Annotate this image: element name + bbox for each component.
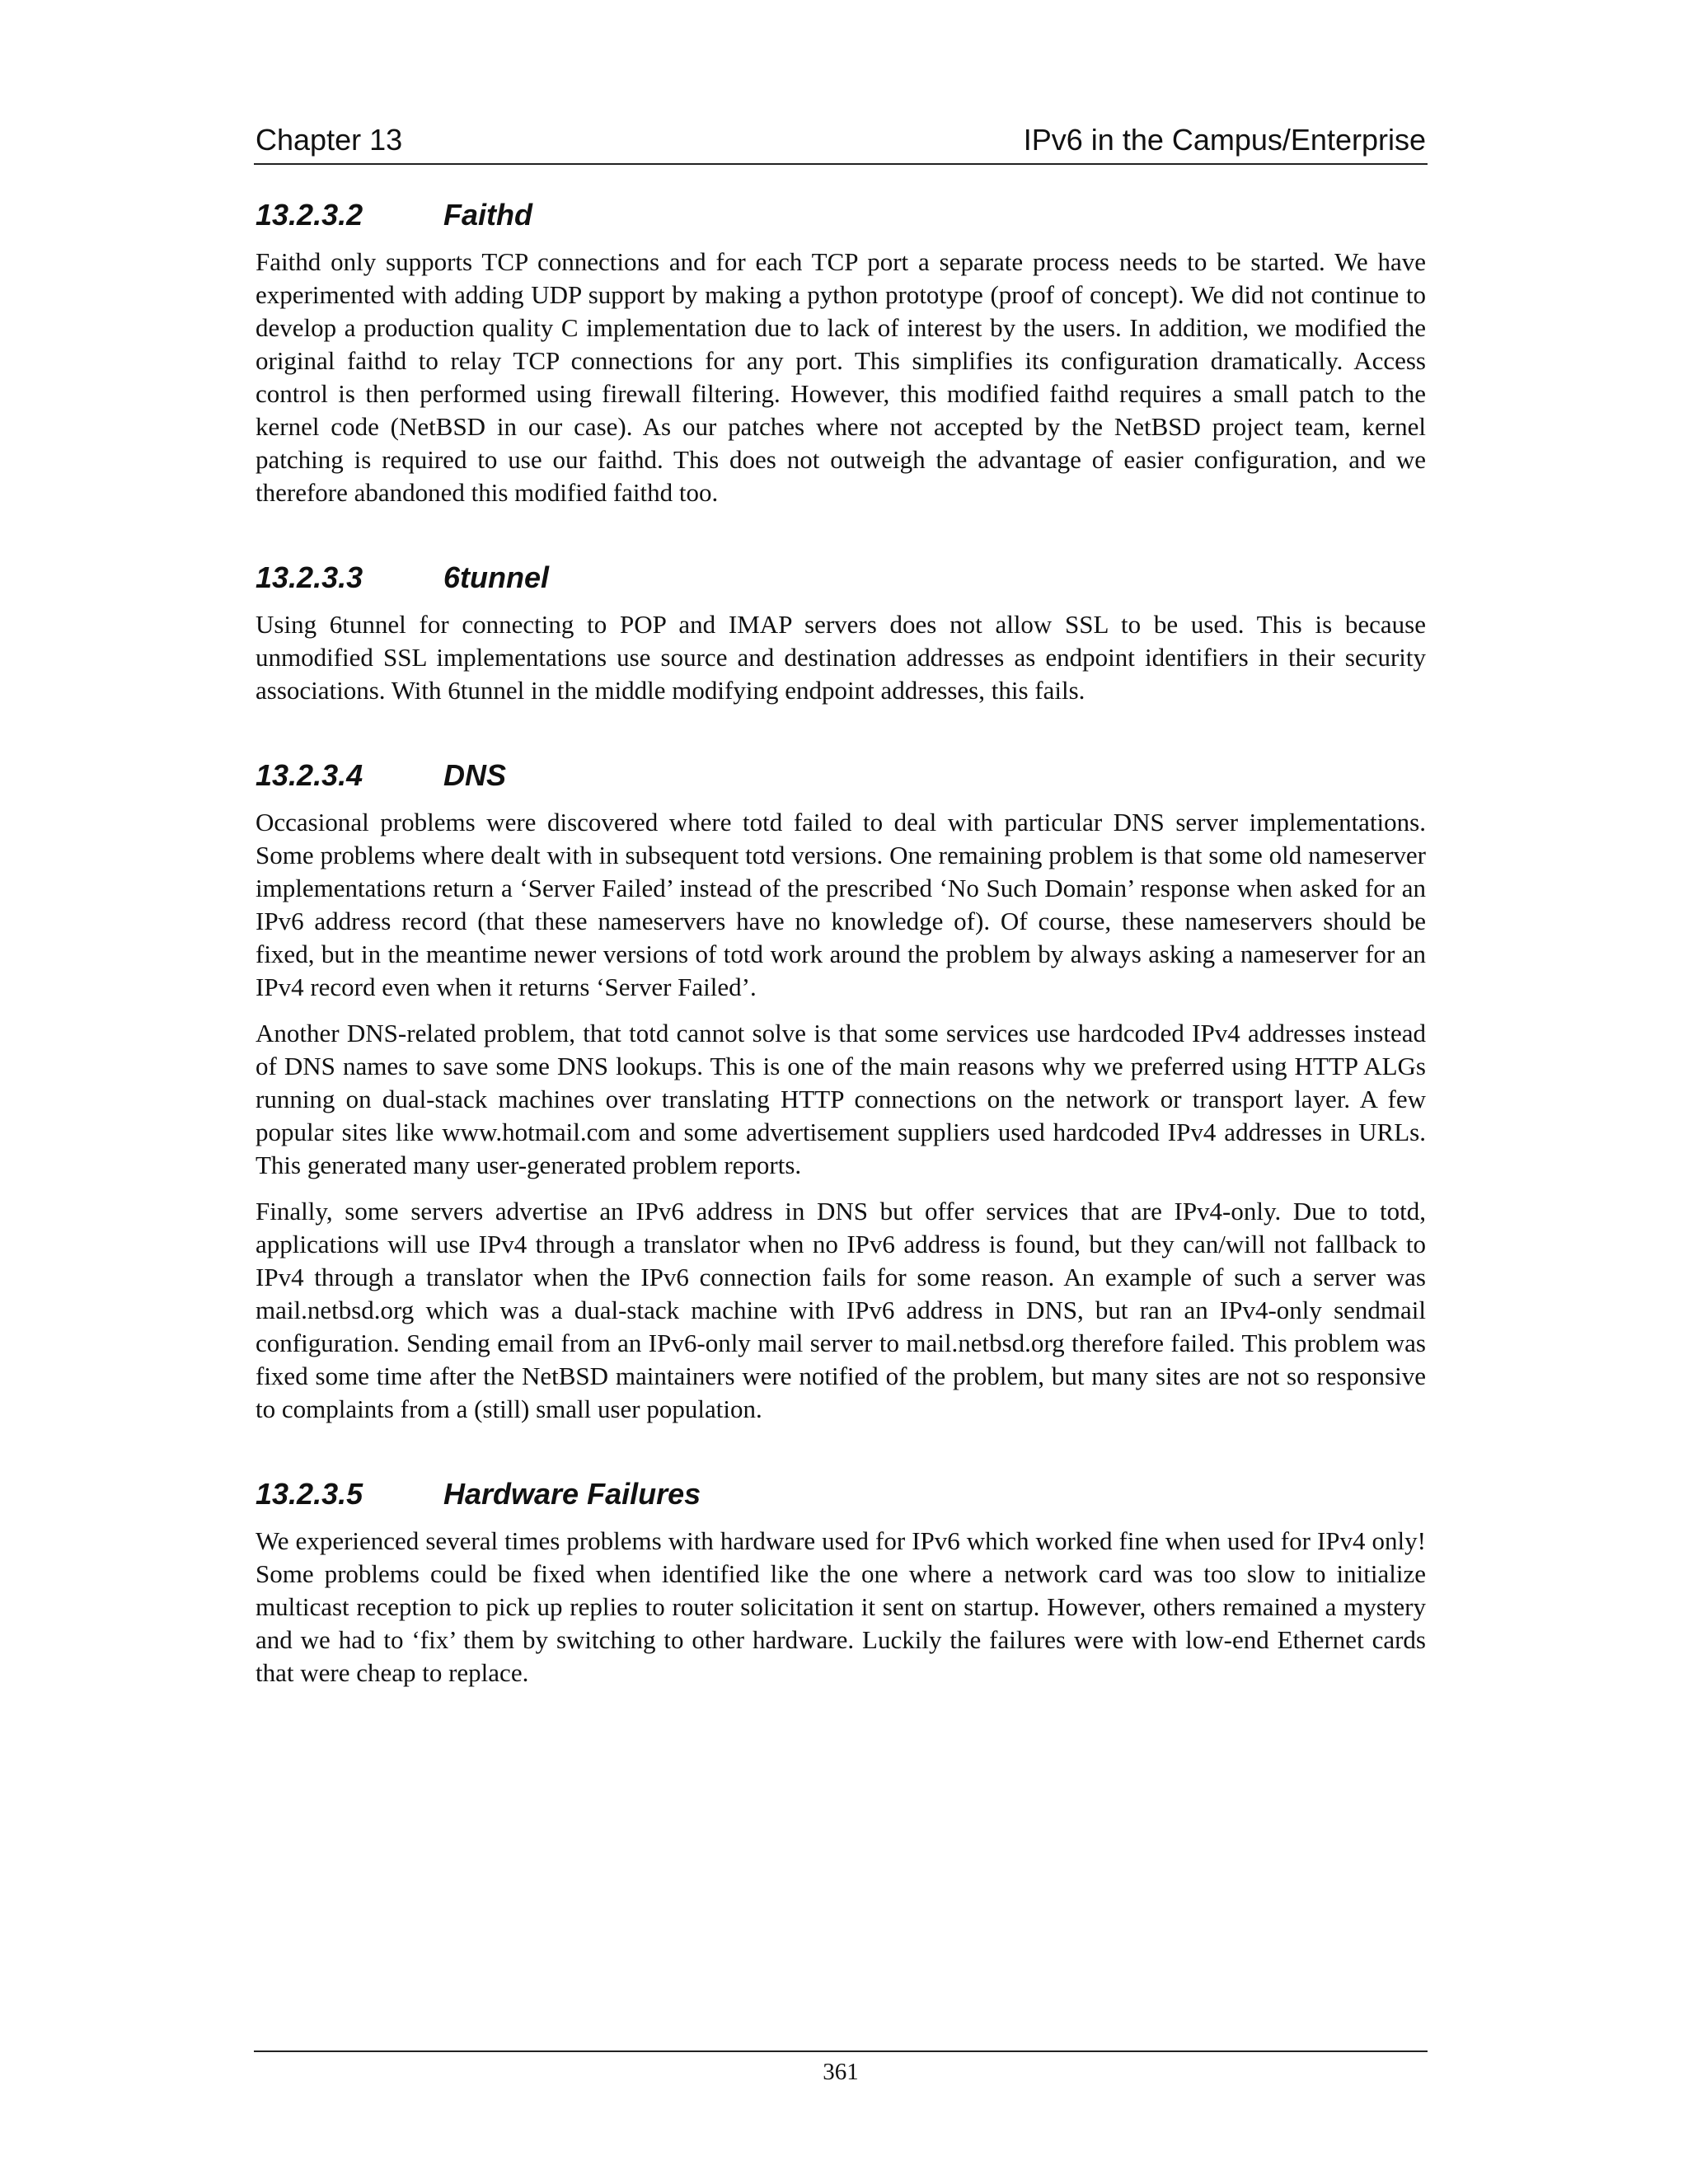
page-footer: [254, 2050, 1428, 2088]
section-number: 13.2.3.5: [256, 1477, 363, 1511]
section-number: 13.2.3.4: [256, 758, 363, 792]
chapter-title: IPv6 in the Campus/Enterprise: [1023, 123, 1426, 157]
section-title: Hardware Failures: [443, 1477, 701, 1511]
section-hardware-failures: [256, 1475, 1426, 1690]
paragraph: Another DNS-related problem, that totd cannot solve is that some services use hardcoded IPv4 addresses instead of DNS names to save some DNS lookups. This is one of the main reasons why we preferred using HTTP ALGs running on dual-stack machines over translating HTTP connections on the network or transport layer. A few popular sites like www.hotmail.com and some advertisement suppliers used hardcoded IPv4 addresses in URLs. This generated many user-generated problem reports.: [256, 1019, 1426, 1179]
section-number: 13.2.3.3: [256, 560, 363, 594]
section-heading: [256, 1475, 1426, 1513]
section-heading: [256, 196, 1426, 234]
section-title: 6tunnel: [443, 560, 550, 594]
paragraph: Using 6tunnel for connecting to POP and IMAP servers does not allow SSL to be used. This is because unmodified SSL implementations use source and destination addresses as endpoint identifiers in their security associations. With 6tunnel in the middle modifying endpoint addresses, this fails.: [256, 610, 1426, 705]
section-title: DNS: [443, 758, 507, 792]
paragraph: Faithd only supports TCP connections and for each TCP port a separate process needs to be started. We have experimented with adding UDP support by making a python prototype (proof of concept). We did not continue to develop a production quality C implementation due to lack of interest by the users. In addition, we modified the original faithd to relay TCP connections for any port. This simplifies its configuration dramatically. Access control is then performed using firewall filtering. However, this modified faithd requires a small patch to the kernel code (NetBSD in our case). As our patches where not accepted by the NetBSD project team, kernel patching is required to use our faithd. This does not outweigh the advantage of easier configuration, and we therefore abandoned this modified faithd too.: [256, 247, 1426, 507]
chapter-label: Chapter 13: [256, 123, 403, 157]
paragraph: Finally, some servers advertise an IPv6 address in DNS but offer services that are IPv4-only. Due to totd, applications will use IPv4 through a translator when no IPv6 address is found, but they can/will not fallback to IPv4 through a translator when the IPv6 connection fails for some reason. An example of such a server was mail.netbsd.org which was a dual-stack machine with IPv6 address in DNS, but ran an IPv4-only sendmail configuration. Sending email from an IPv6-only mail server to mail.netbsd.org therefore failed. This problem was fixed some time after the NetBSD maintainers were notified of the problem, but many sites are not so responsive to complaints from a (still) small user population.: [256, 1197, 1426, 1423]
section-6tunnel: [256, 559, 1426, 707]
section-heading: [256, 559, 1426, 597]
page-header: [254, 122, 1428, 165]
section-heading: [256, 757, 1426, 794]
section-faithd: [256, 196, 1426, 509]
section-title: Faithd: [443, 198, 532, 232]
paragraph: Occasional problems were discovered where totd failed to deal with particular DNS server implementations. Some problems where dealt with in subsequent totd versions. One remaining problem is that some old nameserver implementations return a ‘Server Failed’ instead of the prescribed ‘No Such Domain’ response when asked for an IPv6 address record (that these nameservers have no knowledge of). Of course, these nameservers should be fixed, but in the meantime newer versions of totd work around the problem by always asking a nameserver for an IPv4 record even when it returns ‘Server Failed’.: [256, 808, 1426, 1001]
page-content: [256, 196, 1426, 1739]
section-dns: [256, 757, 1426, 1426]
paragraph: We experienced several times problems with hardware used for IPv6 which worked fine when used for IPv4 only! Some problems could be fixed when identified like the one where a network card was too slow to initialize multicast reception to pick up replies to router solicitation it sent on startup. However, others remained a mystery and we had to ‘fix’ them by switching to other hardware. Luckily the failures were with low-end Ethernet cards that were cheap to replace.: [256, 1526, 1426, 1687]
section-number: 13.2.3.2: [256, 198, 363, 232]
page-number: 361: [823, 2059, 859, 2085]
